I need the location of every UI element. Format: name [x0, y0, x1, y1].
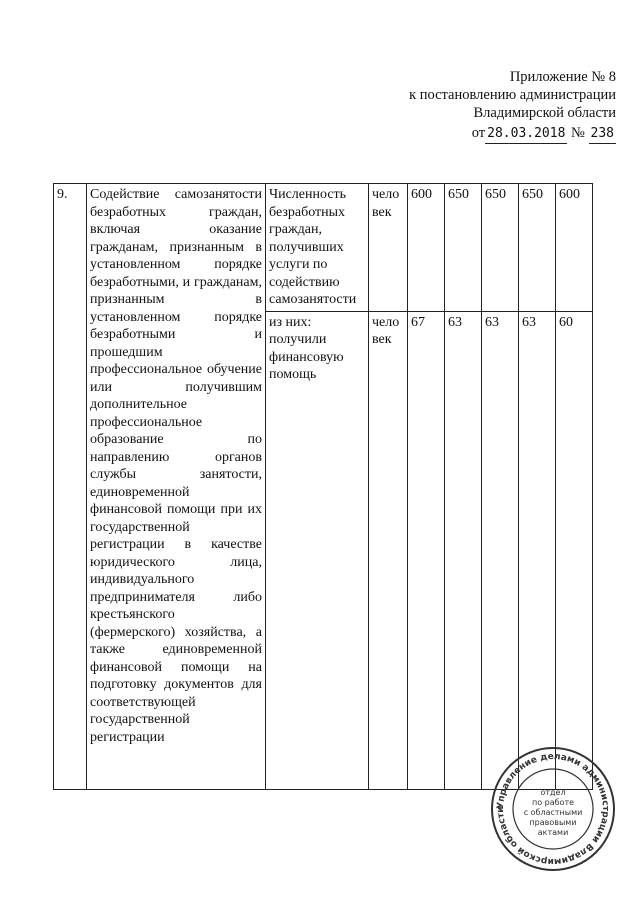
document-header	[386, 68, 616, 144]
value-cell: 63	[482, 311, 519, 789]
value-cell: 67	[408, 311, 445, 789]
table-row	[54, 184, 593, 312]
date-prefix: от	[471, 125, 486, 141]
appendix-region: Владимирской области	[473, 105, 616, 121]
svg-text:правовыми: правовыми	[529, 818, 577, 827]
value-cell: 600	[556, 184, 593, 312]
measure-description: Содействие самозанятости безработных граждан, включая оказание гражданам, признанным в установленном порядке безработными, и гражданам, признанным в установленном порядке безработными и прошедшим профессиональное обучение или получившим дополнительное профессиональное образование по направлению органов службы занятости, единовременной финансовой помощи при их государственной регистрации в качестве юридического лица, индивидуального предпринимателя либо крестьянского (фермерского) хозяйства, а также единовременной финансовой помощи на подготовку документов для соответствующей государственной регистрации	[87, 184, 266, 790]
svg-text:отдел: отдел	[540, 788, 566, 797]
indicators-table	[53, 183, 593, 790]
value-cell: 63	[445, 311, 482, 789]
svg-text:с областными: с областными	[523, 808, 583, 817]
unit-cell: чело век	[369, 184, 408, 312]
appendix-subtitle: к постановлению администрации	[409, 87, 616, 103]
value-cell: 650	[482, 184, 519, 312]
unit-cell: чело век	[369, 311, 408, 789]
value-cell: 600	[408, 184, 445, 312]
value-cell: 63	[519, 311, 556, 789]
value-cell: 650	[519, 184, 556, 312]
indicator-cell: из них: получили финансовую помощь	[266, 311, 369, 789]
number-prefix: №	[571, 125, 585, 141]
official-stamp	[489, 745, 617, 873]
indicator-cell: Численность безработных граждан, получивших услуги по содействию самозанятости	[266, 184, 369, 312]
decree-date: 28.03.2018	[485, 125, 567, 144]
svg-text:актами: актами	[537, 828, 569, 837]
value-cell: 650	[445, 184, 482, 312]
appendix-title: Приложение № 8	[509, 69, 616, 85]
decree-number: 238	[589, 125, 616, 144]
row-number: 9.	[54, 184, 87, 790]
svg-text:по работе: по работе	[531, 798, 575, 807]
appendix-date-line	[386, 124, 616, 144]
stamp-outer-text: Управление делами администрации Владимирской области	[495, 751, 611, 867]
value-cell: 60	[556, 311, 593, 789]
